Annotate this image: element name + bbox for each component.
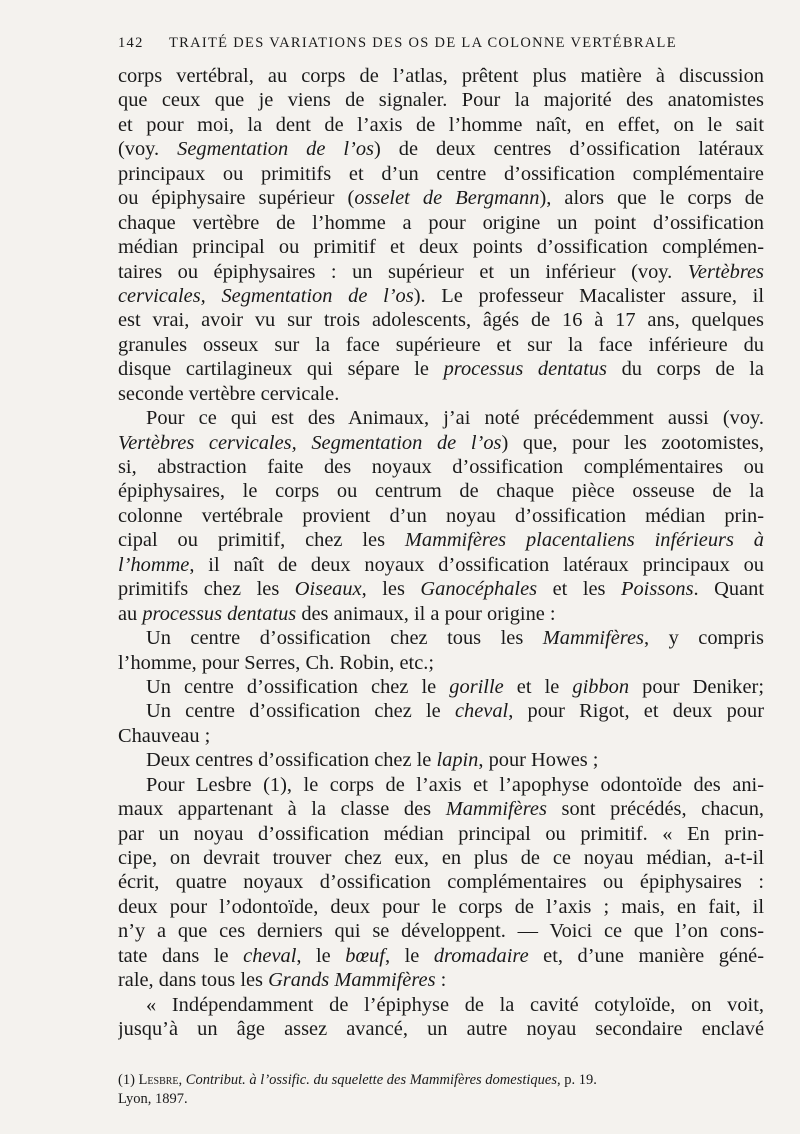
italic-text: gibbon: [572, 675, 630, 698]
body-line: [118, 186, 764, 210]
body-line: [118, 773, 764, 797]
text-segment: , pour Howes ;: [478, 749, 599, 772]
text-segment: pour Deniker;: [629, 675, 764, 698]
body-line: [118, 651, 764, 675]
body-line: [118, 895, 764, 919]
text-segment: ,: [178, 1072, 186, 1088]
body-line: [118, 944, 764, 968]
text-segment: et, d’une manière géné-: [528, 944, 764, 967]
body-line: [118, 162, 764, 186]
text-segment: écrit, quatre noyaux d’ossification complémentaires ou épiphysaires :: [118, 871, 764, 894]
italic-text: Mammifères placentaliens inférieurs à: [404, 529, 764, 552]
italic-text: lapin: [436, 749, 479, 772]
text-segment: jusqu’à un âge assez avancé, un autre noyau secondaire enclavé: [118, 1018, 764, 1041]
text-segment: ), alors que le corps de: [539, 187, 764, 210]
text-segment: seconde vertèbre cervicale.: [118, 382, 340, 405]
italic-text: processus dentatus: [142, 602, 297, 625]
page-number: 142: [118, 35, 144, 51]
text-segment: disque cartilagineux qui sépare le: [118, 358, 444, 381]
text-segment: deux pour l’odontoïde, deux pour le corps de l’axis ; mais, en fait, il: [118, 895, 764, 918]
running-title: TRAITÉ DES VARIATIONS DES OS DE LA COLONNE VERTÉBRALE: [169, 35, 677, 51]
italic-text: cervicales, Segmentation de l’os: [118, 284, 414, 307]
body-line: [118, 797, 764, 821]
italic-text: Segmentation de l’os: [177, 138, 374, 161]
italic-text: processus dentatus: [443, 358, 607, 381]
italic-text: Mammifères: [542, 627, 644, 650]
italic-text: Ganocéphales: [420, 578, 538, 601]
text-segment: , le: [384, 944, 434, 967]
body-line: [118, 479, 764, 503]
italic-text: cheval: [243, 944, 297, 967]
text-segment: ) de deux centres d’ossification latéraux: [373, 138, 764, 161]
text-segment: cipal ou primitif, chez les: [118, 529, 405, 552]
body-line: [118, 431, 764, 455]
italic-text: Vertèbres cervicales, Segmentation de l’os: [118, 431, 502, 454]
body-line: [118, 260, 764, 284]
body-line: [118, 724, 764, 748]
text-segment: Pour Lesbre (1), le corps de l’axis et l’apophyse odontoïde des ani-: [146, 773, 764, 796]
text-segment: , il naît de deux noyaux d’ossification latéraux principaux ou: [189, 553, 764, 576]
body-line: [118, 235, 764, 259]
body-line: [118, 822, 764, 846]
footnote-line: [118, 1090, 764, 1109]
body-line: [118, 333, 764, 357]
text-segment: chaque vertèbre de l’homme a pour origine un point d’ossification: [118, 211, 764, 234]
body-line: [118, 504, 764, 528]
text-segment: (1): [118, 1072, 139, 1088]
text-segment: n’y a que ces derniers qui se développent. — Voici ce que l’on cons-: [118, 920, 764, 943]
text-segment: . Quant: [693, 578, 764, 601]
body-line: [118, 64, 764, 88]
body-line: [118, 993, 764, 1017]
text-segment: , y compris: [643, 627, 764, 650]
text-segment: , le: [296, 944, 346, 967]
text-segment: sont précédés, chacun,: [546, 798, 764, 821]
italic-text: bœuf: [345, 944, 385, 967]
body-line: [118, 748, 764, 772]
text-segment: Un centre d’ossification chez le: [146, 675, 450, 698]
body-line: [118, 577, 764, 601]
italic-text: gorille: [449, 675, 504, 698]
italic-text: Contribut. à l’ossific. du squelette des Mammifères domestiques: [185, 1072, 557, 1088]
text-segment: si, abstraction faite des noyaux d’ossification complémentaires ou: [118, 456, 764, 478]
text-segment: colonne vertébrale provient d’un noyau d’ossification médian prin-: [118, 504, 764, 527]
footnote: [118, 1071, 764, 1109]
body-line: [118, 88, 764, 112]
body-line: [118, 137, 764, 161]
italic-text: Grands Mammifères: [268, 969, 436, 992]
body-line: [118, 870, 764, 894]
italic-text: Poissons: [621, 578, 694, 601]
text-segment: :: [435, 969, 447, 992]
text-segment: ) que, pour les zootomistes,: [501, 431, 764, 454]
footnote-line: [118, 1071, 764, 1090]
body-line: [118, 968, 764, 992]
text-segment: ). Le professeur Macalister assure, il: [413, 284, 764, 307]
text-segment: principaux ou primitifs et d’un centre d’ossification complémentaire: [118, 162, 764, 185]
body-line: [118, 455, 764, 479]
italic-text: osselet de Bergmann: [354, 187, 540, 210]
text-segment: médian principal ou primitif et deux points d’ossification complémen-: [118, 236, 764, 259]
text-segment: « Indépendamment de l’épiphyse de la cavité cotyloïde, on voit,: [146, 993, 764, 1016]
body-line: [118, 406, 764, 430]
text-segment: et pour moi, la dent de l’axis de l’homme naît, en effet, on le sait: [118, 113, 764, 136]
text-segment: rale, dans tous les: [118, 969, 269, 992]
text-segment: maux appartenant à la classe des: [118, 798, 446, 821]
body-line: [118, 919, 764, 943]
body-line: [118, 675, 764, 699]
text-segment: Chauveau ;: [118, 724, 211, 747]
text-segment: du corps de la: [607, 358, 764, 381]
body-line: [118, 553, 764, 577]
body-line: [118, 699, 764, 723]
text-segment: des animaux, il a pour origine :: [296, 602, 556, 625]
text-segment: Un centre d’ossification chez le: [146, 700, 455, 723]
text-segment: taires ou épiphysaires : un supérieur et un inférieur (voy.: [118, 260, 688, 283]
italic-text: l’homme: [118, 553, 190, 576]
text-segment: par un noyau d’ossification médian principal ou primitif. « En prin-: [118, 822, 764, 845]
italic-text: Vertèbres: [687, 260, 764, 283]
body-line: [118, 211, 764, 235]
body-line: [118, 1017, 764, 1041]
text-segment: granules osseux sur la face supérieure et sur la face inférieure du: [118, 333, 764, 356]
text-segment: est vrai, avoir vu sur trois adolescents, âgés de 16 à 17 ans, quelques: [118, 309, 764, 332]
text-segment: Lesbre: [138, 1072, 179, 1088]
text-segment: (voy.: [118, 138, 178, 161]
italic-text: dromadaire: [433, 944, 529, 967]
body-line: [118, 357, 764, 381]
text-segment: primitifs chez les: [118, 578, 295, 601]
body-line: [118, 528, 764, 552]
text-segment: l’homme, pour Serres, Ch. Robin, etc.;: [118, 651, 435, 674]
text-segment: , p. 19.: [556, 1072, 597, 1088]
body-line: [118, 284, 764, 308]
text-segment: ou épiphysaire supérieur (: [118, 187, 355, 210]
text-segment: Pour ce qui est des Animaux, j’ai noté précédemment aussi (voy.: [146, 407, 764, 430]
italic-text: Oiseaux: [294, 578, 362, 601]
text-segment: cipe, on devrait trouver chez eux, en plus de ce noyau médian, a-t-il: [118, 847, 764, 869]
body-line: [118, 602, 764, 626]
body-line: [118, 382, 764, 406]
body-line: [118, 308, 764, 332]
text-segment: et les: [537, 578, 622, 601]
text-segment: que ceux que je viens de signaler. Pour la majorité des anatomistes: [118, 89, 764, 112]
body-line: [118, 113, 764, 137]
text-segment: tate dans le: [118, 944, 244, 967]
body-line: [118, 626, 764, 650]
text-segment: Deux centres d’ossification chez le: [146, 749, 437, 772]
body-line: [118, 846, 764, 870]
body-text: [118, 64, 764, 1042]
text-segment: au: [118, 602, 143, 625]
text-segment: épiphysaires, le corps ou centrum de chaque pièce osseuse de la: [118, 480, 764, 503]
text-segment: corps vertébral, au corps de l’atlas, prêtent plus matière à discussion: [118, 65, 764, 87]
text-segment: Un centre d’ossification chez tous les: [146, 627, 543, 650]
italic-text: Mammifères: [445, 798, 547, 821]
text-segment: Lyon, 1897.: [118, 1091, 188, 1107]
text-segment: , les: [361, 578, 421, 601]
text-segment: et le: [503, 675, 573, 698]
italic-text: cheval: [454, 700, 509, 723]
text-segment: , pour Rigot, et deux pour: [508, 700, 764, 723]
